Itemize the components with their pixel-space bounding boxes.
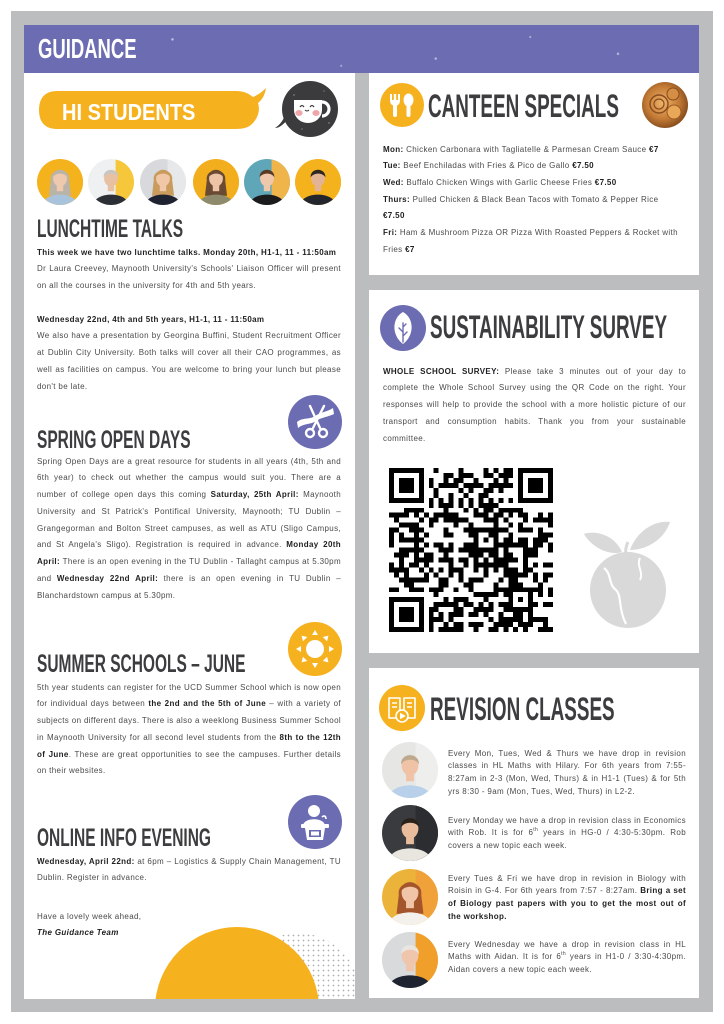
menu-day: Wed: — [383, 177, 404, 187]
sustainability-body — [383, 364, 686, 448]
sustainability-survey-panel — [369, 290, 699, 653]
section-title-text: SPRING OPEN DAYS — [37, 426, 191, 454]
highlight-text: Bring a set of Biology past papers with you to get the most out of the workshop. — [448, 886, 686, 921]
lunchtime-talks-body — [37, 245, 341, 396]
section-title-spring-open-days — [37, 427, 285, 453]
section-title-sustainability-survey — [430, 310, 699, 344]
smiling-cup-icon — [274, 79, 338, 139]
menu-dish: Ham & Mushroom Pizza OR Pizza With Roasted Peppers & Rocket with Fries — [383, 228, 678, 254]
section-title-lunchtime-talks — [37, 216, 273, 242]
section-title-text: CANTEEN SPECIALS — [428, 88, 619, 124]
menu-day: Fri: — [383, 228, 398, 238]
body-text: years in H1-0 / 3:30-4:30pm. Aidan covers a new topic each week. — [448, 952, 686, 975]
body-text: Spring Open Days are a great resource for students in all years (4th, 5th and 6th year) to check out whether the campus would suit you. There are a number of college open days this coming — [37, 456, 341, 500]
section-title-text: SUMMER SCHOOLS – JUNE — [37, 650, 246, 678]
section-title-text: SUSTAINABILITY SURVEY — [430, 308, 668, 345]
spring-open-days-body — [37, 454, 341, 605]
date-highlight: 8th to the 12th of June — [37, 732, 341, 759]
header-banner — [24, 25, 699, 73]
date-highlight: Monday 20th April: — [37, 540, 341, 567]
talk-2-description: We also have a presentation by Georgina Buffini, Student Recruitment Officer at Dublin City University. Both talks will cover all their CAO programmes, as well as facilities on campus. You are welcome to bring your lunch but please don't be late. — [37, 331, 341, 391]
scissors-ribbon-icon — [288, 395, 342, 449]
body-text: Maynooth University and St Patrick's Pontifical University, Maynooth; TU Dublin – Grangegorman and Bolton Street campuses, as well as ATU (Sligo Campus, and St Angela's Sligo). Registration is required in advance. — [37, 490, 342, 550]
menu-price: €7 — [405, 244, 415, 254]
staff-photo — [88, 159, 134, 205]
menu-item-thurs — [383, 192, 679, 225]
staff-photo — [295, 159, 341, 205]
section-title-text: REVISION CLASSES — [430, 690, 615, 727]
staff-photo — [193, 159, 239, 205]
menu-item-fri — [383, 225, 679, 258]
body-text: there is an open evening in TU Dublin – Blanchardstown campus at 5.30pm. — [37, 574, 341, 600]
page-title — [38, 34, 187, 64]
body-text: Every Monday we have a drop in revision class in Economics with Rob. It is for 6 — [448, 815, 686, 838]
section-title-text: LUNCHTIME TALKS — [37, 215, 184, 243]
body-text: 5th year students can register for the UCD Summer School which is now open for individual days between — [37, 682, 341, 709]
page-title-text: GUIDANCE — [38, 33, 137, 64]
date-highlight: Wednesday 22nd April: — [56, 574, 159, 584]
book-video-icon — [379, 685, 425, 731]
tutor-photo-aidan — [382, 932, 438, 988]
section-title-online-info-evening — [37, 825, 318, 851]
menu-price: €7.50 — [594, 177, 617, 187]
sign-off-greeting: Have a lovely week ahead, — [37, 911, 142, 921]
menu-price: €7.50 — [383, 211, 405, 221]
body-text: at 6pm – Logistics & Supply Chain Management, TU Dublin. Register in advance. — [37, 856, 341, 883]
body-text: years in HG-0 / 4:30-5:30pm. Rob covers a new topic each week. — [448, 828, 686, 851]
body-text: Every Tues & Fri we have drop in revision in Biology with Roisin in G-4. For 6th years from 7:57 - 8:27am. — [448, 873, 686, 896]
menu-item-mon — [383, 142, 679, 159]
canteen-specials-panel — [369, 73, 699, 275]
tutor-photo-rob — [382, 805, 438, 861]
revision-entry-hilary — [448, 748, 686, 799]
staff-photo — [244, 159, 290, 205]
menu-day: Tue: — [383, 161, 401, 171]
body-text: Please take 3 minutes out of your day to complete the Whole School Survey using the QR Code on the right. Your responses will help to provide the school with a more holistic picture of our transport and consumption habits. Thank you from your sustainable committee. — [383, 366, 687, 443]
menu-price: €7 — [649, 144, 659, 154]
ordinal-suffix: th — [561, 951, 567, 958]
date-highlight: Saturday, 25th April: — [210, 490, 299, 500]
tutor-photo-hilary — [382, 742, 438, 798]
menu-dish: Pulled Chicken & Black Bean Tacos with Tomato & Pepper Rice — [412, 194, 659, 204]
survey-label: WHOLE SCHOOL SURVEY: — [383, 366, 500, 376]
canteen-menu — [383, 142, 679, 259]
greeting-title — [62, 99, 215, 125]
revision-entry-roisin — [448, 873, 686, 924]
greeting-text: HI STUDENTS — [62, 99, 196, 125]
menu-dish: Beef Enchiladas with Fries & Pico de Gallo — [403, 161, 570, 171]
menu-price: €7.50 — [572, 161, 594, 171]
fork-spoon-icon — [380, 83, 424, 127]
body-text: Every Wednesday we have a drop in revision class in HL Maths with Aidan. It is for 6 — [448, 939, 686, 962]
talk-1-description: Dr Laura Creevey, Maynooth University's Schools' Liaison Officer will present on all the courses in the university for 4th and 5th years. — [37, 264, 341, 291]
ordinal-suffix: th — [533, 827, 539, 834]
menu-item-wed — [383, 175, 679, 192]
menu-day: Thurs: — [383, 194, 410, 204]
paragraph-gap — [37, 295, 341, 312]
section-title-revision-classes — [430, 692, 699, 726]
globe-apple-icon — [582, 512, 672, 630]
body-text: . These are great opportunities to see the campuses. Further details on their websites. — [37, 749, 341, 776]
talk-2-heading: Wednesday 22nd, 4th and 5th years, H1-1, 11 - 11:50am — [37, 314, 265, 324]
body-text: – with a variety of subjects on different days. There is also a weeklong Business Summer School in Maynooth University for all second level students from the — [37, 699, 341, 742]
staff-photo — [37, 159, 83, 205]
section-title-text: ONLINE INFO EVENING — [37, 823, 211, 852]
revision-entry-rob — [448, 815, 686, 853]
revision-entry-aidan — [448, 939, 686, 977]
signature: The Guidance Team — [37, 928, 119, 938]
summer-schools-body — [37, 680, 341, 781]
leaf-icon — [380, 305, 426, 351]
menu-dish: Buffalo Chicken Wings with Garlic Cheese Fries — [406, 177, 593, 187]
menu-day: Mon: — [383, 144, 404, 154]
section-title-summer-schools — [37, 651, 355, 677]
date-highlight: Wednesday, April 22nd: — [37, 856, 135, 866]
staff-photo — [140, 159, 186, 205]
revision-classes-panel — [369, 668, 699, 998]
talk-1-heading: This week we have two lunchtime talks. Monday 20th, H1-1, 11 - 11:50am — [37, 247, 337, 257]
menu-item-tue — [383, 158, 679, 175]
qr-code — [389, 468, 553, 632]
online-info-evening-body — [37, 854, 341, 888]
guidance-panel — [24, 73, 355, 999]
date-highlight: the 2nd and the 5th of June — [148, 699, 267, 709]
tutor-photo-roisin — [382, 869, 438, 925]
menu-dish: Chicken Carbonara with Tagliatelle & Parmesan Cream Sauce — [406, 144, 647, 154]
pastry-photo — [642, 82, 688, 128]
body-text: Every Mon, Tues, Wed & Thurs we have drop in revision classes in HL Maths with Hilary. For 6th years from 7:55-8:27am in 2-3 (Mon, Wed, Thurs) & in H1-1 (Tues) & for 5th yrs 8:30 - 9am (Mon, Tues, Wed, Thurs) in L2-2. — [448, 748, 686, 796]
body-text: There is an open evening in the TU Dublin - Tallaght campus at 5.30pm and — [37, 557, 341, 584]
sign-off — [37, 909, 341, 943]
